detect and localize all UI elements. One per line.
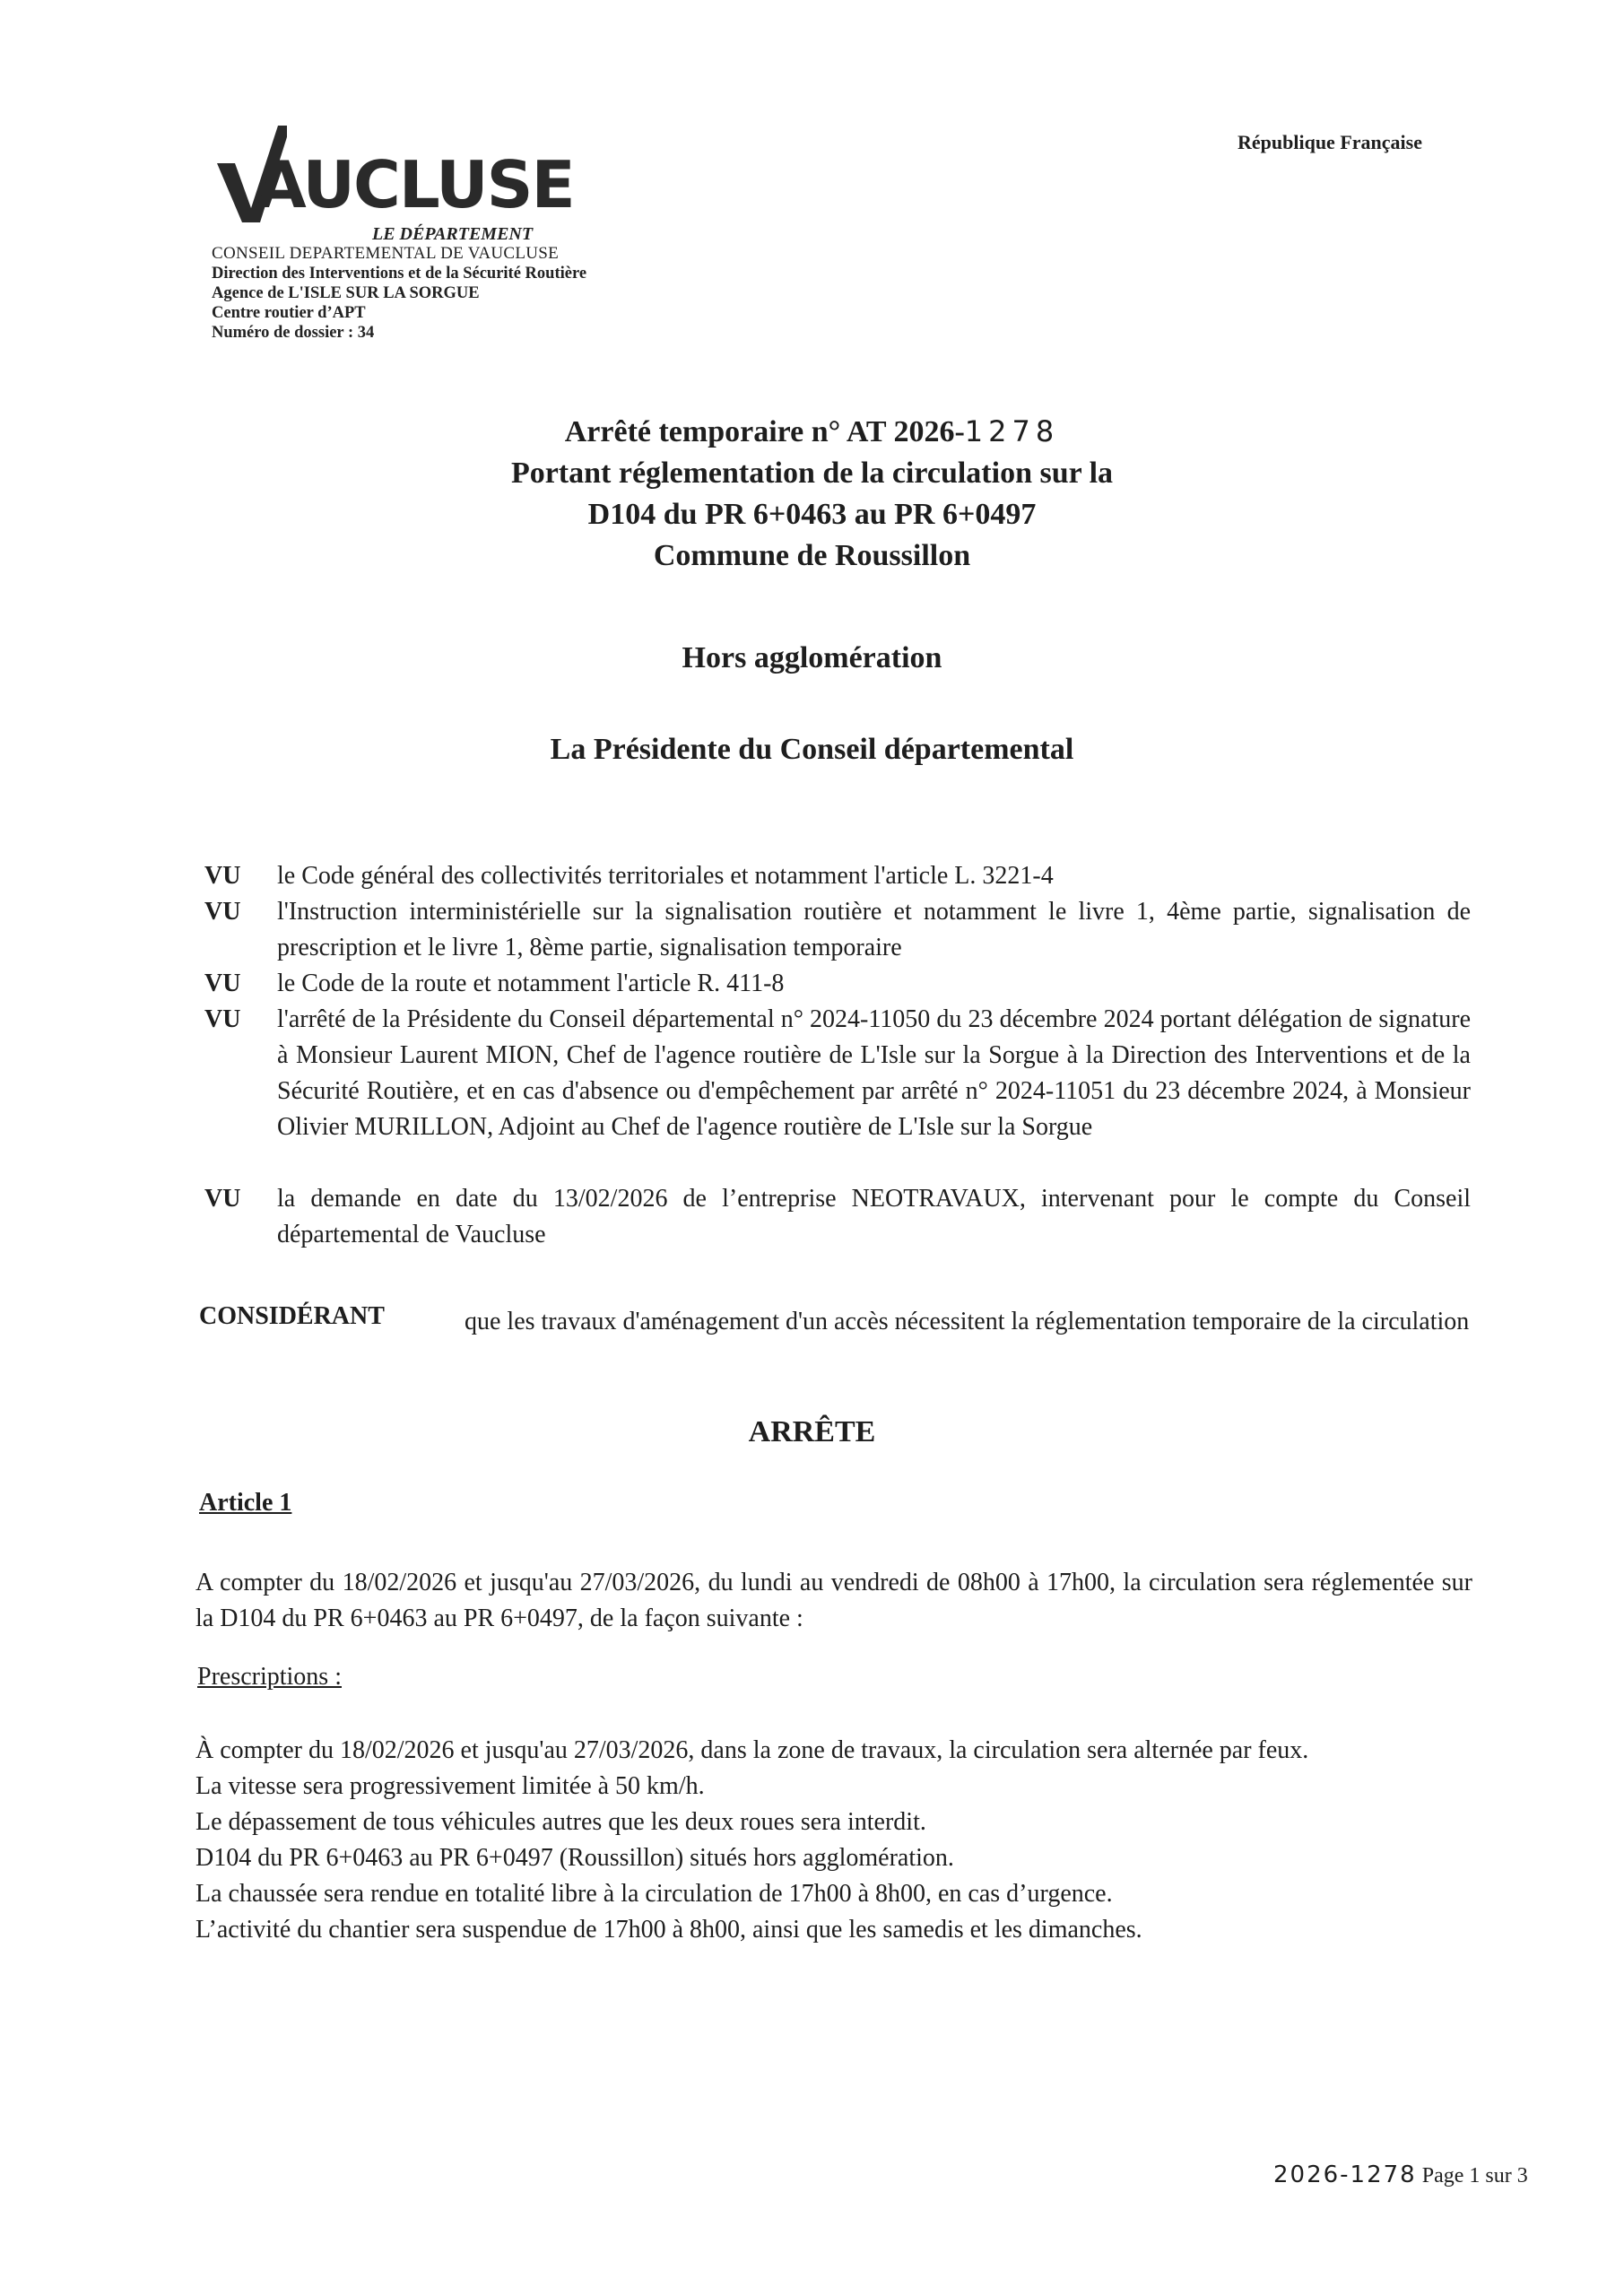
vu-text: le Code de la route et notamment l'article R. 411-8	[277, 970, 785, 997]
vu-item	[204, 1181, 1471, 1253]
center-name: Centre routier d’APT	[212, 304, 366, 322]
considerant-text: que les travaux d'aménagement d'un accès nécessitent la réglementation temporaire de la circulation	[465, 1308, 1470, 1335]
vu-label: VU	[204, 898, 241, 926]
page-footer	[1273, 2161, 1528, 2188]
vu-label: VU	[204, 862, 241, 890]
article-1-intro: A compter du 18/02/2026 et jusqu'au 27/03/2026, du lundi au vendredi de 08h00 à 17h00, la circulation sera réglementée sur la D104 du PR 6+0463 au PR 6+0497, de la façon suivante :	[195, 1569, 1472, 1632]
authority-heading: La Présidente du Conseil départemental	[550, 733, 1074, 766]
title-line-1	[0, 411, 1624, 453]
direction-name: Direction des Interventions et de la Sécurité Routière	[212, 265, 587, 283]
vu-item	[204, 858, 1471, 894]
logo-subtitle: LE DÉPARTEMENT	[372, 224, 534, 244]
considerant-label: CONSIDÉRANT	[199, 1302, 385, 1330]
zone-heading: Hors agglomération	[682, 641, 942, 674]
title-line-2: Portant réglementation de la circulation sur la	[510, 457, 1114, 490]
prescriptions-heading: Prescriptions :	[197, 1663, 342, 1691]
vaucluse-logo	[215, 126, 574, 224]
vu-text: l'Instruction interministérielle sur la signalisation routière et notamment le livre 1, 4ème partie, signalisation de prescription et le livre 1, 8ème partie, signalisation temporaire	[277, 898, 1471, 961]
vu-item	[204, 894, 1471, 966]
file-number: Numéro de dossier : 34	[212, 324, 375, 342]
organization-name: CONSEIL DEPARTEMENTAL DE VAUCLUSE	[212, 244, 560, 263]
vu-item	[204, 1002, 1471, 1145]
vu-label: VU	[204, 1185, 241, 1213]
prescriptions-list	[195, 1733, 1472, 1948]
vu-label: VU	[204, 970, 241, 997]
prescription-item: À compter du 18/02/2026 et jusqu'au 27/03/2026, dans la zone de travaux, la circulation sera alternée par feux.	[195, 1736, 1309, 1764]
title-line-3: D104 du PR 6+0463 au PR 6+0497	[587, 498, 1037, 531]
republique-francaise: République Française	[1238, 131, 1422, 153]
title-line-4: Commune de Roussillon	[653, 539, 971, 572]
vu-text: le Code général des collectivités territoriales et notamment l'article L. 3221-4	[277, 862, 1054, 890]
prescription-item: La chaussée sera rendue en totalité libre à la circulation de 17h00 à 8h00, en cas d’urgence.	[195, 1880, 1113, 1908]
page-number: Page 1 sur 3	[1421, 2164, 1528, 2187]
title-decree-prefix: Arrêté temporaire n° AT 2026-	[564, 415, 965, 448]
decree-title	[0, 411, 1624, 577]
prescription-item: La vitesse sera progressivement limitée à 50 km/h.	[195, 1772, 705, 1800]
vu-item	[204, 966, 1471, 1002]
vu-text: l'arrêté de la Présidente du Conseil départemental n° 2024-11050 du 23 décembre 2024 portant délégation de signature à Monsieur Laurent MION, Chef de l'agence routière de L'Isle sur la Sorgue à la Direction des Interventions et de la Sécurité Routière, et en cas d'absence ou d'empêchement par arrêté n° 2024-11051 du 23 décembre 2024, à Monsieur Olivier MURILLON, Adjoint au Chef de l'agence routière de L'Isle sur la Sorgue	[277, 1005, 1471, 1141]
vu-text: la demande en date du 13/02/2026 de l’entreprise NEOTRAVAUX, intervenant pour le compte du Conseil départemental de Vaucluse	[277, 1185, 1471, 1248]
logo-wordmark: AUCLUSE	[256, 147, 574, 222]
handwritten-decree-number: 1278	[964, 414, 1060, 448]
decision-heading: ARRÊTE	[748, 1415, 876, 1448]
handwritten-reference: 2026-1278	[1273, 2161, 1417, 2188]
agency-name: Agence de L'ISLE SUR LA SORGUE	[212, 284, 480, 302]
prescription-item: D104 du PR 6+0463 au PR 6+0497 (Roussillon) situés hors agglomération.	[195, 1844, 954, 1872]
vu-label: VU	[204, 1005, 241, 1033]
prescription-item: Le dépassement de tous véhicules autres que les deux roues sera interdit.	[195, 1808, 926, 1836]
prescription-item: L’activité du chantier sera suspendue de 17h00 à 8h00, ainsi que les samedis et les dimanches.	[195, 1916, 1142, 1944]
article-1-heading: Article 1	[199, 1489, 292, 1517]
